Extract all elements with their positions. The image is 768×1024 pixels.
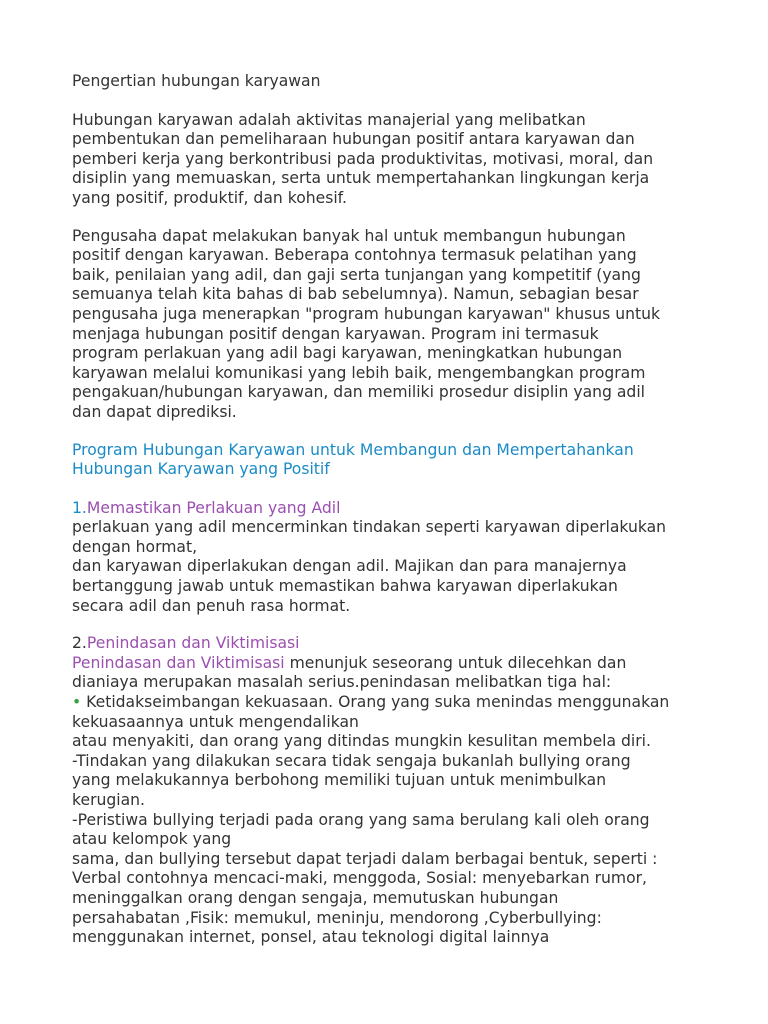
- section2-lead-rest: menunjuk seseorang untuk dilecehkan dan dianiaya merupakan masalah serius.penindasan melibatkan tiga hal:: [72, 653, 627, 692]
- section-fair-treatment: [72, 499, 712, 617]
- bullet-icon: •: [72, 693, 82, 712]
- section1-body: perlakuan yang adil mencerminkan tindakan seperti karyawan diperlakukan dengan hormat, dan karyawan diperlakukan dengan adil. Majikan dan para manajernya bertanggung jawab untuk memastikan bahwa karyawan diperlakukan secara adil dan penuh rasa hormat.: [72, 518, 667, 615]
- section1-title: Memastikan Perlakuan yang Adil: [86, 498, 341, 517]
- document-page: [72, 72, 712, 948]
- employer-paragraph: Pengusaha dapat melakukan banyak hal untuk membangun hubungan positif dengan karyawan. Beberapa contohnya termasuk pelatihan yang baik, penilaian yang adil, dan gaji serta tunjangan yang kompetitif (yang semuanya telah kita bahas di bab sebelumnya). Namun, sebagian besar pengusaha juga menerapkan "program hubungan karyawan" khusus untuk menjaga hubungan positif dengan karyawan. Program ini termasuk program perlakuan yang adil bagi karyawan, meningkatkan hubungan karyawan melalui komunikasi yang lebih baik, mengembangkan program pengakuan/hubungan karyawan, dan memiliki prosedur disiplin yang adil dan dapat diprediksi.: [72, 226, 661, 421]
- section2-number: 2.: [72, 634, 87, 653]
- section1-heading: [72, 499, 712, 519]
- section1-number: 1.: [72, 498, 87, 517]
- section2-bullet-block: [72, 693, 712, 948]
- document-title: Pengertian hubungan karyawan: [72, 72, 321, 90]
- section2-lead: [72, 654, 712, 693]
- section-bullying: [72, 634, 712, 948]
- section2-title: Penindasan dan Viktimisasi: [86, 634, 300, 653]
- section2-bullet-text: Ketidakseimbangan kekuasaan. Orang yang suka menindas menggunakan kekuasaannya untuk mengendalikan atau menyakiti, dan orang yang ditindas mungkin kesulitan membela diri. -Tindakan yang dilakukan secara tidak sengaja bukanlah bullying orang yang melakukannya berbohong memiliki tujuan untuk menimbulkan kerugian. -Peristiwa bullying terjadi pada orang yang sama berulang kali oleh orang atau kelompok yang sama, dan bullying tersebut dapat terjadi dalam berbagai bentuk, seperti : Verbal contohnya mencaci-maki, menggoda, Sosial: menyebarkan rumor, meninggalkan orang dengan sengaja, memutuskan hubungan persahabatan ,Fisik: memukul, meninju, mendorong ,Cyberbullying: menggunakan internet, ponsel, atau teknologi digital lainnya: [72, 693, 670, 947]
- section2-lead-term: Penindasan dan Viktimisasi: [72, 653, 285, 672]
- intro-paragraph: Hubungan karyawan adalah aktivitas manajerial yang melibatkan pembentukan dan pemeliharaan hubungan positif antara karyawan dan pemberi kerja yang berkontribusi pada produktivitas, motivasi, moral, dan disiplin yang memuaskan, serta untuk mempertahankan lingkungan kerja yang positif, produktif, dan kohesif.: [72, 110, 654, 207]
- program-heading: Program Hubungan Karyawan untuk Membangun dan Mempertahankan Hubungan Karyawan yang Positif: [72, 440, 634, 479]
- section2-heading: [72, 634, 712, 654]
